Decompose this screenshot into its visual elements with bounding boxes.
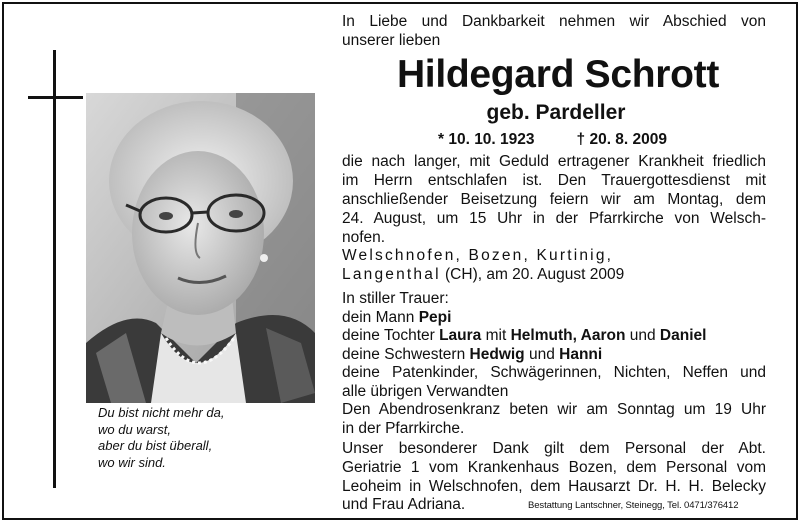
mourner-name: Hanni [559, 345, 603, 363]
life-dates [438, 130, 667, 149]
place-line: Welschnofen, Bozen, Kurtinig, [342, 247, 614, 264]
mourner-conj: mit [481, 327, 511, 344]
intro-line: unserer lieben [342, 32, 441, 49]
intro-text [342, 12, 766, 50]
death-date: † 20. 8. 2009 [576, 131, 668, 148]
portrait-photo [86, 93, 315, 403]
rosary-line: in der Pfarrkirche. [342, 420, 465, 437]
place-line [342, 265, 766, 284]
rosary-line: Den Abendrosenkranz beten wir am Sonntag um 19 Uhr [342, 401, 766, 418]
mourner-relation: deine Tochter [342, 327, 440, 344]
announcement-text [342, 152, 766, 247]
intro-line: In Liebe und Dankbarkeit nehmen wir Abschied von [342, 13, 766, 30]
birth-date: * 10. 10. 1923 [438, 131, 535, 148]
mourner-others: deine Patenkinder, Schwägerinnen, Nichten, Neffen und [342, 364, 766, 381]
mourner-relation: dein Mann [342, 308, 419, 326]
mourner-name: Laura [439, 327, 482, 344]
mourner-name: Hedwig [469, 345, 525, 363]
place-town: Langenthal [342, 266, 441, 283]
verse [98, 405, 318, 471]
mourner-others: alle übrigen Verwandten [342, 382, 509, 400]
rosary-notice [342, 400, 766, 438]
announcement-line: die nach langer, mit Geduld ertragener Krankheit friedlich [342, 153, 766, 170]
thanks-line: Geriatrie 1 vom Krankenhaus Bozen, dem Personal vom [342, 458, 766, 476]
verse-line: wo wir sind. [98, 454, 166, 470]
mourner-daughter [342, 327, 766, 346]
mourners-list [342, 290, 766, 401]
deceased-name: Hildegard Schrott [396, 53, 720, 96]
mourner-name: Daniel [659, 327, 707, 344]
verse-line: Du bist nicht mehr da, [98, 405, 225, 420]
mourner-sisters [342, 346, 766, 365]
thanks-line: und Frau Adriana. [342, 496, 466, 514]
mourner-name: Helmuth, Aaron [510, 327, 626, 344]
mourner-conj: und [625, 327, 660, 344]
verse-line: aber du bist überall, [98, 438, 213, 453]
mourners-header: In stiller Trauer: [342, 290, 449, 307]
thanks-line: Leoheim in Welschnofen, dem Hausarzt Dr. H. H. Belecky [342, 477, 766, 495]
announcement-line: nofen. [342, 229, 386, 246]
mourner-name: Pepi [418, 308, 452, 326]
place-and-date [342, 246, 766, 284]
announcement-line: im Herrn entschlafen ist. Den Trauergottesdienst mit [342, 172, 766, 189]
undertaker-credit: Bestattung Lantschner, Steinegg, Tel. 0471/376412 [528, 500, 739, 511]
mourner-husband [342, 309, 766, 328]
mourner-relation: deine Schwestern [342, 345, 470, 363]
birth-name: geb. Pardeller [486, 101, 626, 124]
announcement-line: anschließender Beisetzung feiern wir am Montag, dem [342, 191, 766, 208]
mourner-conj: und [524, 345, 560, 363]
place-rest: (CH), am 20. August 2009 [440, 266, 625, 283]
announcement-line: 24. August, um 15 Uhr in der Pfarrkirche von Welsch- [342, 210, 766, 227]
thanks-line: Unser besonderer Dank gilt dem Personal der Abt. [342, 440, 766, 457]
cross-icon [53, 50, 56, 488]
cross-icon-bar [28, 96, 83, 99]
verse-line: wo du warst, [98, 421, 171, 437]
